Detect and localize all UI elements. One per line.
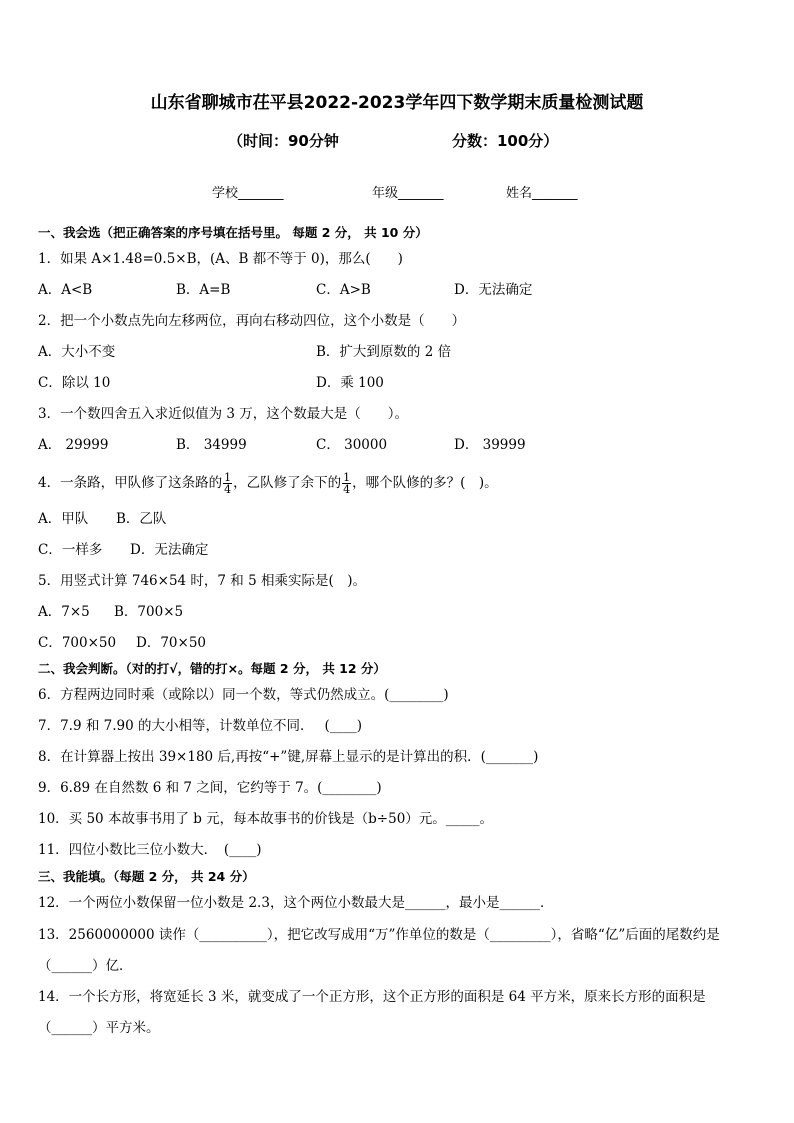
question-14: 14．一个长方形，将宽延长 3 米，就变成了一个正方形，这个正方形的面积是 64 平方米，原来长方形的面积是 <box>38 989 706 1005</box>
q5-option-d[interactable]: D．70×50 <box>136 635 206 651</box>
question-13-cont: （______）亿． <box>38 958 133 974</box>
section-heading-1: 一、我会选（把正确答案的序号填在括号里。 每题 2 分， 共 10 分） <box>38 225 428 240</box>
question-3: 3．一个数四舍五入求近似值为 3 万，这个数最大是（ ）。 <box>38 406 409 422</box>
page-title: 山东省聊城市茌平县2022-2023学年四下数学期末质量检测试题 <box>150 93 644 113</box>
question-11: 11．四位小数比三位小数大． (____) <box>38 842 262 858</box>
q3-option-a[interactable]: A． 29999 <box>38 437 109 453</box>
q4-option-c[interactable]: C．一样多 <box>38 542 103 558</box>
question-2: 2．把一个小数点先向左移两位，再向右移动四位，这个小数是（ ） <box>38 313 466 329</box>
question-10: 10．买 50 本故事书用了 b 元，每本故事书的价钱是（b÷50）元。_____。 <box>38 811 494 827</box>
q4-option-a[interactable]: A．甲队 <box>38 511 89 527</box>
total-score: 分数：100分） <box>452 132 559 150</box>
question-9: 9．6.89 在自然数 6 和 7 之间，它约等于 7。(________) <box>38 780 382 796</box>
q1-option-c[interactable]: C．A>B <box>316 282 371 298</box>
fraction-one-quarter: $\frac{1}{4}$ <box>343 471 351 496</box>
q4-option-d[interactable]: D．无法确定 <box>130 542 209 558</box>
q1-option-d[interactable]: D．无法确定 <box>454 282 533 298</box>
school-field[interactable]: 学校_______ <box>212 186 284 201</box>
question-4 <box>38 470 498 496</box>
q4-stem-a: 4．一条路，甲队修了这条路的 <box>38 475 223 491</box>
q5-option-a[interactable]: A．7×5 <box>38 604 90 620</box>
question-5: 5．用竖式计算 746×54 时，7 和 5 相乘实际是( )。 <box>38 573 367 589</box>
q2-option-b[interactable]: B．扩大到原数的 2 倍 <box>316 344 452 360</box>
q1-option-b[interactable]: B．A=B <box>176 282 231 298</box>
fraction-one-quarter: $\frac{1}{4}$ <box>224 471 232 496</box>
q2-option-c[interactable]: C．除以 10 <box>38 375 111 391</box>
section-heading-2: 二、我会判断。（对的打√，错的打×。每题 2 分， 共 12 分） <box>38 661 386 676</box>
q5-option-b[interactable]: B．700×5 <box>114 604 184 620</box>
section-heading-3: 三、我能填。（每题 2 分， 共 24 分） <box>38 869 255 884</box>
question-1: 1．如果 A×1.48=0.5×B，(A、B 都不等于 0)，那么( ) <box>38 251 403 267</box>
question-12: 12．一个两位小数保留一位小数是 2.3，这个两位小数最大是______，最小是______． <box>38 895 554 911</box>
q2-option-d[interactable]: D．乘 100 <box>316 375 384 391</box>
q3-option-d[interactable]: D． 39999 <box>454 437 526 453</box>
question-14-cont: （______）平方米。 <box>38 1020 160 1036</box>
question-6: 6．方程两边同时乘（或除以）同一个数，等式仍然成立。(________) <box>38 687 449 703</box>
q1-option-a[interactable]: A．A<B <box>38 282 93 298</box>
question-8: 8．在计算器上按出 39×180 后,再按“+”键,屏幕上显示的是计算出的积．(_______) <box>38 749 539 765</box>
question-13: 13．2560000000 读作（__________），把它改写成用“万”作单位的数是（_________），省略“亿”后面的尾数约是 <box>38 927 720 943</box>
time-limit: （时间：90分钟 <box>228 132 339 150</box>
q3-option-c[interactable]: C． 30000 <box>316 437 388 453</box>
q2-option-a[interactable]: A．大小不变 <box>38 344 116 360</box>
q4-option-b[interactable]: B．乙队 <box>116 511 167 527</box>
q3-option-b[interactable]: B． 34999 <box>176 437 247 453</box>
name-field[interactable]: 姓名_______ <box>506 186 578 201</box>
grade-field[interactable]: 年级_______ <box>372 186 444 201</box>
q5-option-c[interactable]: C．700×50 <box>38 635 117 651</box>
q4-stem-b: ，乙队修了余下的 <box>233 475 342 491</box>
question-7: 7．7.9 和 7.90 的大小相等，计数单位不同． (____) <box>38 718 363 734</box>
q4-stem-c: ，哪个队修的多？( )。 <box>352 475 498 491</box>
